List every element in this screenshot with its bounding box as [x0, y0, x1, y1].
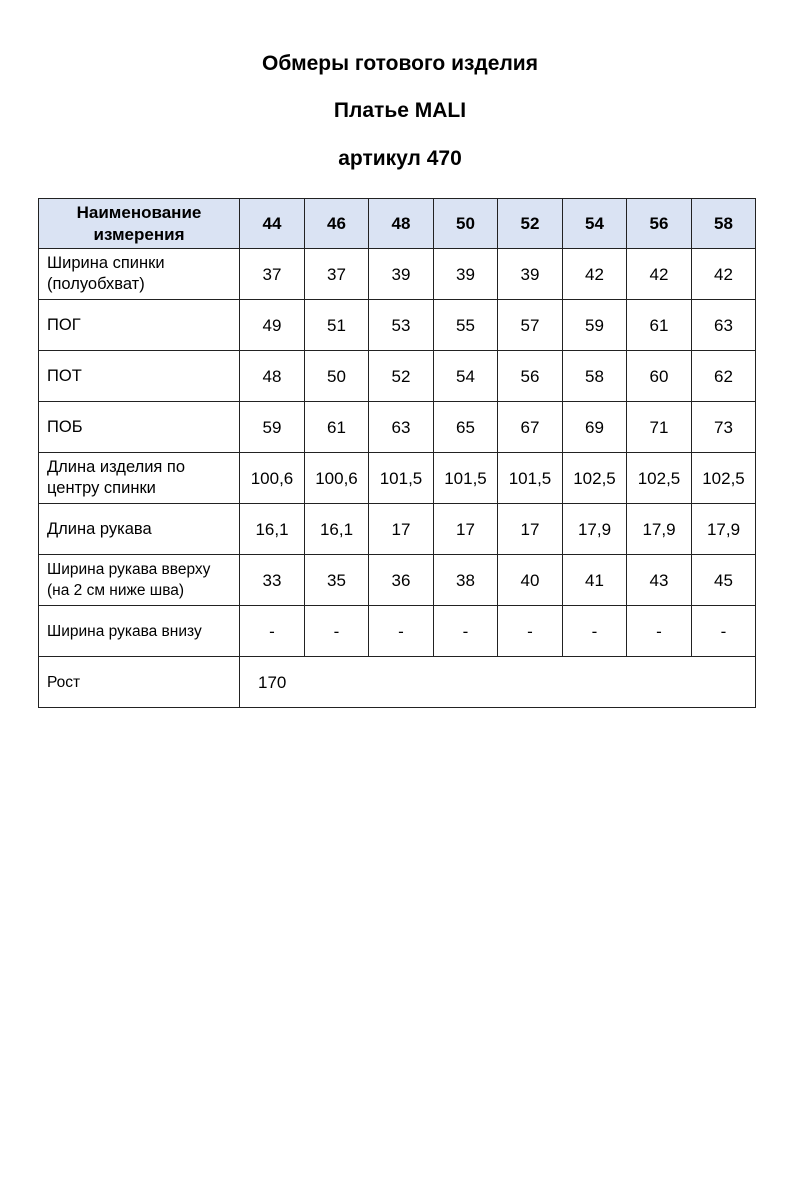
- cell-value: 56: [498, 351, 563, 402]
- header-size: 56: [627, 199, 692, 249]
- cell-value: 55: [434, 300, 498, 351]
- cell-value: 59: [563, 300, 627, 351]
- row-name: Ширина рукава вверху (на 2 см ниже шва): [39, 555, 240, 606]
- cell-value: 17: [369, 504, 434, 555]
- cell-value: 102,5: [627, 453, 692, 504]
- cell-value: 45: [692, 555, 756, 606]
- cell-value: 42: [692, 249, 756, 300]
- header-size: 44: [240, 199, 305, 249]
- cell-value: 67: [498, 402, 563, 453]
- cell-value: 100,6: [240, 453, 305, 504]
- row-name: Длина рукава: [39, 504, 240, 555]
- measurements-table: [38, 198, 756, 708]
- cell-value: 16,1: [305, 504, 369, 555]
- cell-value: 43: [627, 555, 692, 606]
- table-row: [39, 351, 756, 402]
- cell-value: 35: [305, 555, 369, 606]
- cell-value: 59: [240, 402, 305, 453]
- article-number: артикул 470: [338, 147, 462, 170]
- cell-value: 73: [692, 402, 756, 453]
- table-row: [39, 402, 756, 453]
- cell-value: -: [305, 606, 369, 657]
- cell-value: 17: [498, 504, 563, 555]
- row-name: Длина изделия по центру спинки: [39, 453, 240, 504]
- cell-value: 65: [434, 402, 498, 453]
- header-size: 52: [498, 199, 563, 249]
- header-size: 46: [305, 199, 369, 249]
- cell-value: 48: [240, 351, 305, 402]
- cell-value: 17,9: [563, 504, 627, 555]
- row-name: ПОТ: [39, 351, 240, 402]
- cell-value: 38: [434, 555, 498, 606]
- cell-value: 57: [498, 300, 563, 351]
- cell-value: 39: [434, 249, 498, 300]
- cell-value: 42: [627, 249, 692, 300]
- cell-value: 41: [563, 555, 627, 606]
- cell-value: 61: [627, 300, 692, 351]
- cell-value: 101,5: [369, 453, 434, 504]
- header-size: 50: [434, 199, 498, 249]
- cell-value: 53: [369, 300, 434, 351]
- cell-value: 17,9: [692, 504, 756, 555]
- cell-value: 63: [369, 402, 434, 453]
- cell-value: 63: [692, 300, 756, 351]
- table-row: [39, 555, 756, 606]
- cell-value: 17: [434, 504, 498, 555]
- table-row: [39, 504, 756, 555]
- height-value: 170: [240, 657, 756, 708]
- cell-value: 60: [627, 351, 692, 402]
- cell-value: 36: [369, 555, 434, 606]
- cell-value: 102,5: [563, 453, 627, 504]
- cell-value: 102,5: [692, 453, 756, 504]
- row-name: ПОГ: [39, 300, 240, 351]
- cell-value: 51: [305, 300, 369, 351]
- cell-value: 54: [434, 351, 498, 402]
- cell-value: 62: [692, 351, 756, 402]
- cell-value: 37: [305, 249, 369, 300]
- header-measurement-name: Наименование измерения: [39, 199, 240, 249]
- cell-value: 16,1: [240, 504, 305, 555]
- height-label: Рост: [39, 657, 240, 708]
- row-name: Ширина спинки (полуобхват): [39, 249, 240, 300]
- cell-value: -: [369, 606, 434, 657]
- row-name: ПОБ: [39, 402, 240, 453]
- header-size: 48: [369, 199, 434, 249]
- cell-value: 58: [563, 351, 627, 402]
- product-name: Платье MALI: [333, 99, 467, 122]
- cell-value: 40: [498, 555, 563, 606]
- table-row: [39, 606, 756, 657]
- height-row: [39, 657, 756, 708]
- cell-value: -: [434, 606, 498, 657]
- cell-value: 61: [305, 402, 369, 453]
- row-name: Ширина рукава внизу: [39, 606, 240, 657]
- cell-value: 39: [369, 249, 434, 300]
- cell-value: -: [563, 606, 627, 657]
- cell-value: 100,6: [305, 453, 369, 504]
- cell-value: 71: [627, 402, 692, 453]
- table-row: [39, 249, 756, 300]
- header-size: 58: [692, 199, 756, 249]
- header-size: 54: [563, 199, 627, 249]
- cell-value: 33: [240, 555, 305, 606]
- cell-value: 39: [498, 249, 563, 300]
- cell-value: -: [692, 606, 756, 657]
- cell-value: 101,5: [434, 453, 498, 504]
- cell-value: 69: [563, 402, 627, 453]
- cell-value: 17,9: [627, 504, 692, 555]
- cell-value: 50: [305, 351, 369, 402]
- cell-value: 42: [563, 249, 627, 300]
- cell-value: 101,5: [498, 453, 563, 504]
- table-header-row: [39, 199, 756, 249]
- document-title: Обмеры готового изделия: [262, 52, 538, 75]
- cell-value: -: [240, 606, 305, 657]
- table-row: [39, 453, 756, 504]
- table-row: [39, 300, 756, 351]
- cell-value: -: [627, 606, 692, 657]
- cell-value: 37: [240, 249, 305, 300]
- cell-value: -: [498, 606, 563, 657]
- cell-value: 52: [369, 351, 434, 402]
- cell-value: 49: [240, 300, 305, 351]
